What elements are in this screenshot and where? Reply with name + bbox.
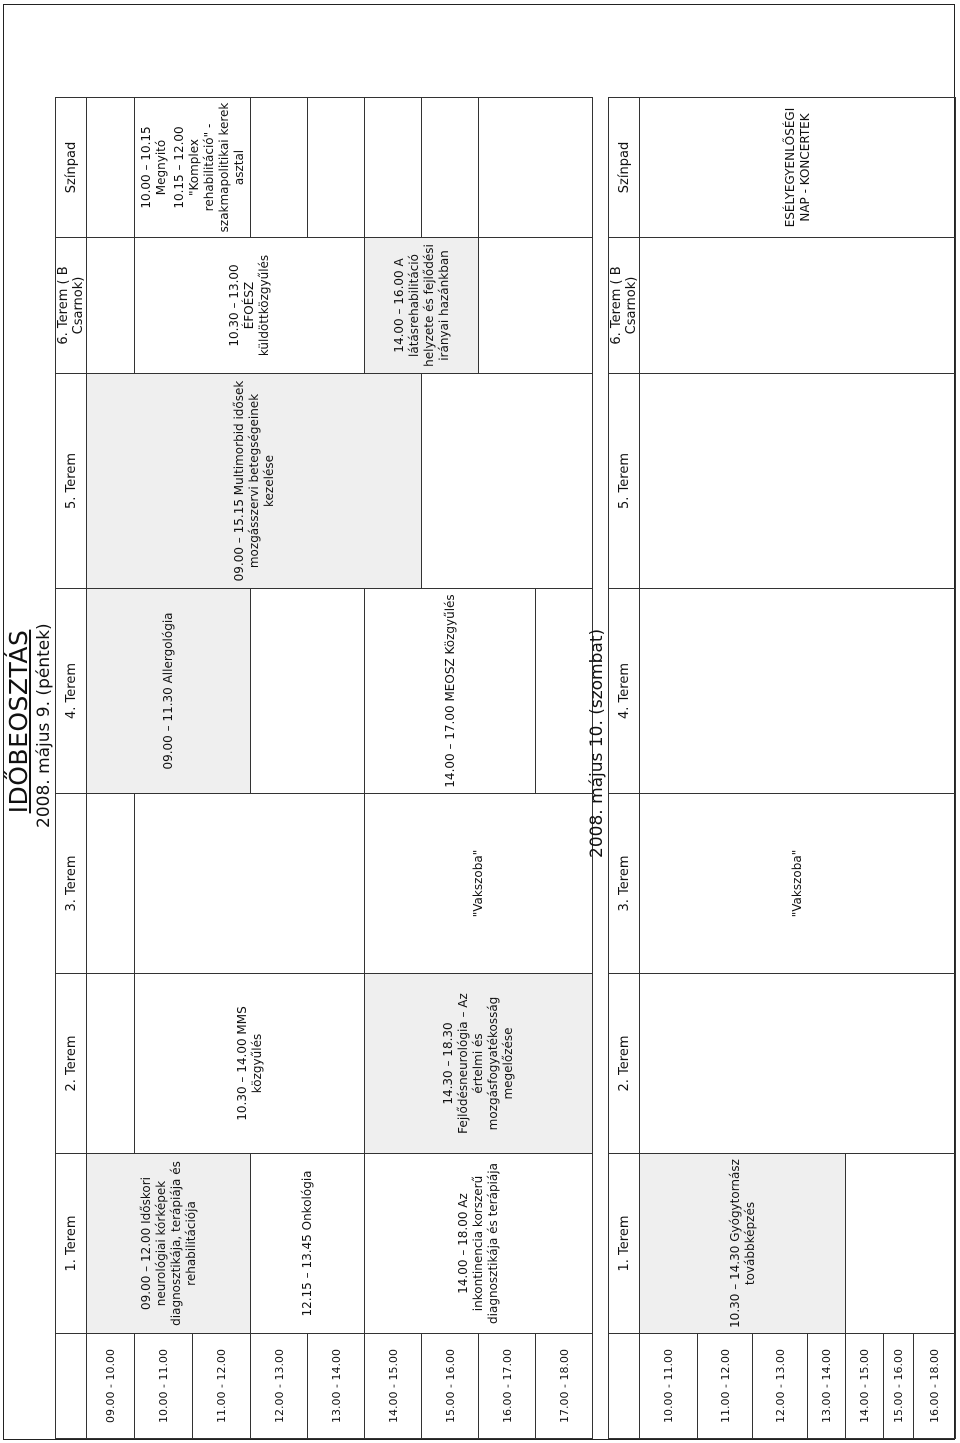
day1-time-1700: 17.00 - 18.00	[536, 1334, 593, 1439]
day1-header-room2: 2. Terem	[56, 974, 87, 1154]
day1-header-room5: 5. Terem	[56, 374, 87, 589]
day1-event-room4-afternoon: 14.00 – 17.00 MEOSZ Közgyűlés	[365, 589, 536, 794]
day1-event-room6-afternoon: 14.00 – 16.00 A látásrehabilitáció helyzete és fejlődési irányai hazánkban	[365, 238, 479, 374]
day2-event-room3: "Vakszoba"	[640, 794, 956, 974]
day2-header-room5: 5. Terem	[609, 374, 640, 589]
day1-event-room5: 09.00 – 15.15 Multimorbid idősek mozgásszervi betegségeinek kezelése	[87, 374, 422, 589]
day1-event-stage-opening	[135, 98, 251, 238]
day1-empty-cell	[87, 794, 135, 974]
day1-event-room6-morning: 10.30 – 13.00 ÉFOÉSZ küldöttközgyűlés	[135, 238, 365, 374]
day1-time-1500: 15.00 - 16.00	[422, 1334, 479, 1439]
day1-header-stage: Színpad	[56, 98, 87, 238]
day2-event-room1: 10.30 – 14.30 Gyógytornász továbbképzés	[640, 1154, 846, 1334]
day2-time-1300: 13.00 - 14.00	[808, 1334, 846, 1439]
day1-time-1600: 16.00 - 17.00	[479, 1334, 536, 1439]
day2-date: 2008. május 10. (szombat)	[587, 628, 607, 858]
day1-empty-cell	[87, 238, 135, 374]
page-title: IDŐBEOSZTÁS	[4, 629, 33, 814]
day1-event-room1-noon: 12.15 – 13.45 Onkológia	[251, 1154, 365, 1334]
day1-empty-cell	[365, 98, 422, 238]
day2-header-room1: 1. Terem	[609, 1154, 640, 1334]
day1-schedule-table	[55, 97, 593, 1439]
day2-header-stage: Színpad	[609, 98, 640, 238]
day1-time-1200: 12.00 - 13.00	[251, 1334, 308, 1439]
day1-header-room4: 4. Terem	[56, 589, 87, 794]
day1-time-1300: 13.00 - 14.00	[308, 1334, 365, 1439]
day2-time-1200: 12.00 - 13.00	[753, 1334, 808, 1439]
day1-event-room3: "Vakszoba"	[365, 794, 593, 974]
day2-time-1100: 11.00 - 12.00	[698, 1334, 753, 1439]
day1-empty-cell	[422, 98, 479, 238]
day2-empty-cell	[640, 974, 956, 1154]
day2-empty-cell	[640, 238, 956, 374]
day2-header-room6: 6. Terem ( B Csarnok)	[609, 238, 640, 374]
day2-time-1500: 15.00 - 16.00	[884, 1334, 914, 1439]
day1-empty-cell	[308, 98, 365, 238]
day2-header-room3: 3. Terem	[609, 794, 640, 974]
day1-empty-cell	[536, 589, 593, 794]
day1-event-room1-afternoon: 14.00 – 18.00 Az inkontinencia korszerű diagnosztikája és terápiája	[365, 1154, 593, 1334]
day2-empty-cell	[640, 374, 956, 589]
day2-empty-cell	[846, 1154, 956, 1334]
day1-time-1100: 11.00 - 12.00	[193, 1334, 251, 1439]
day2-event-stage: ESÉLYEGYENLŐSÉGI NAP - KONCERTEK	[640, 98, 956, 238]
day1-stage-round-table: 10.15 – 12.00 "Komplex rehabilitáció" - szakmapolitikai kerek asztal	[171, 102, 246, 233]
day1-header-room3: 3. Terem	[56, 794, 87, 974]
day1-time-1400: 14.00 - 15.00	[365, 1334, 422, 1439]
day1-empty-cell	[251, 589, 365, 794]
day1-header-room1: 1. Terem	[56, 1154, 87, 1334]
day1-time-1000: 10.00 - 11.00	[135, 1334, 193, 1439]
day2-schedule-table	[608, 97, 956, 1439]
day1-event-room4-morning: 09.00 – 11.30 Allergológia	[87, 589, 251, 794]
day1-empty-cell	[479, 238, 593, 374]
day1-empty-cell	[422, 374, 593, 589]
day1-time-0900: 09.00 - 10.00	[87, 1334, 135, 1439]
day2-time-1600: 16.00 - 18.00	[914, 1334, 956, 1439]
day2-header-room4: 4. Terem	[609, 589, 640, 794]
day1-empty-cell	[479, 98, 593, 238]
day1-empty-cell	[135, 794, 365, 974]
day2-time-1400: 14.00 - 15.00	[846, 1334, 884, 1439]
day2-empty-cell	[640, 589, 956, 794]
day1-header-room6: 6. Terem ( B Csarnok)	[56, 238, 87, 374]
day1-stage-opening: 10.00 – 10.15 Megnyitó	[138, 126, 168, 209]
day2-header-room2: 2. Terem	[609, 974, 640, 1154]
day1-empty-cell	[87, 98, 135, 238]
day1-date: 2008. május 9. (péntek)	[34, 623, 54, 828]
day1-empty-cell	[87, 974, 135, 1154]
day1-corner	[56, 1334, 87, 1439]
day1-event-room2-afternoon: 14.30 – 18.30 Fejlődésneurológia – Az értelmi és mozgásfogyatékosság megelőzése	[365, 974, 593, 1154]
day2-corner	[609, 1334, 640, 1439]
day1-empty-cell	[251, 98, 308, 238]
day1-event-room1-morning: 09.00 – 12.00 Időskori neurológiai kórképek diagnosztikája, terápiája és rehabilitációja	[87, 1154, 251, 1334]
day1-event-room2-morning: 10.30 – 14.00 MMS közgyűlés	[135, 974, 365, 1154]
day2-time-1000: 10.00 - 11.00	[640, 1334, 698, 1439]
